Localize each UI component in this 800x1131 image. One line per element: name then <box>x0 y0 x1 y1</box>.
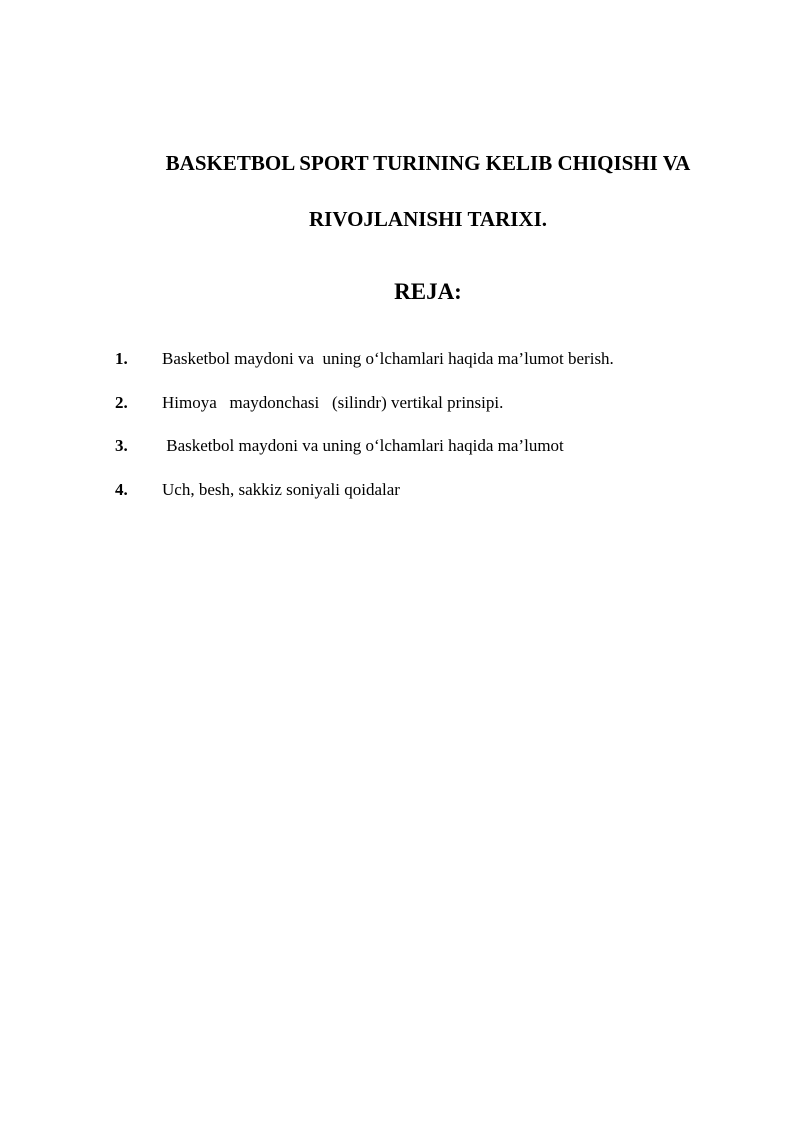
plan-item-number: 2. <box>115 393 128 412</box>
plan-item <box>0 436 800 460</box>
plan-item-text: Himoya maydonchasi (silindr) vertikal prinsipi. <box>162 393 504 412</box>
plan-item-number: 3. <box>115 436 128 455</box>
plan-item-text: Basketbol maydoni va uning o‘lchamlari haqida ma’lumot berish. <box>162 349 614 368</box>
plan-item <box>0 349 800 373</box>
document-title-line-2: RIVOJLANISHI TARIXI. <box>308 207 548 231</box>
plan-item <box>0 480 800 504</box>
plan-item-text: Uch, besh, sakkiz soniyali qoidalar <box>162 480 400 499</box>
plan-item-text: Basketbol maydoni va uning o‘lchamlari haqida ma’lumot <box>162 436 564 455</box>
plan-item-number: 1. <box>115 349 128 368</box>
plan-item <box>0 393 800 417</box>
plan-heading: REJA: <box>394 279 462 304</box>
document-title-line-1: BASKETBOL SPORT TURINING KELIB CHIQISHI VA <box>165 151 691 175</box>
plan-item-number: 4. <box>115 480 128 499</box>
